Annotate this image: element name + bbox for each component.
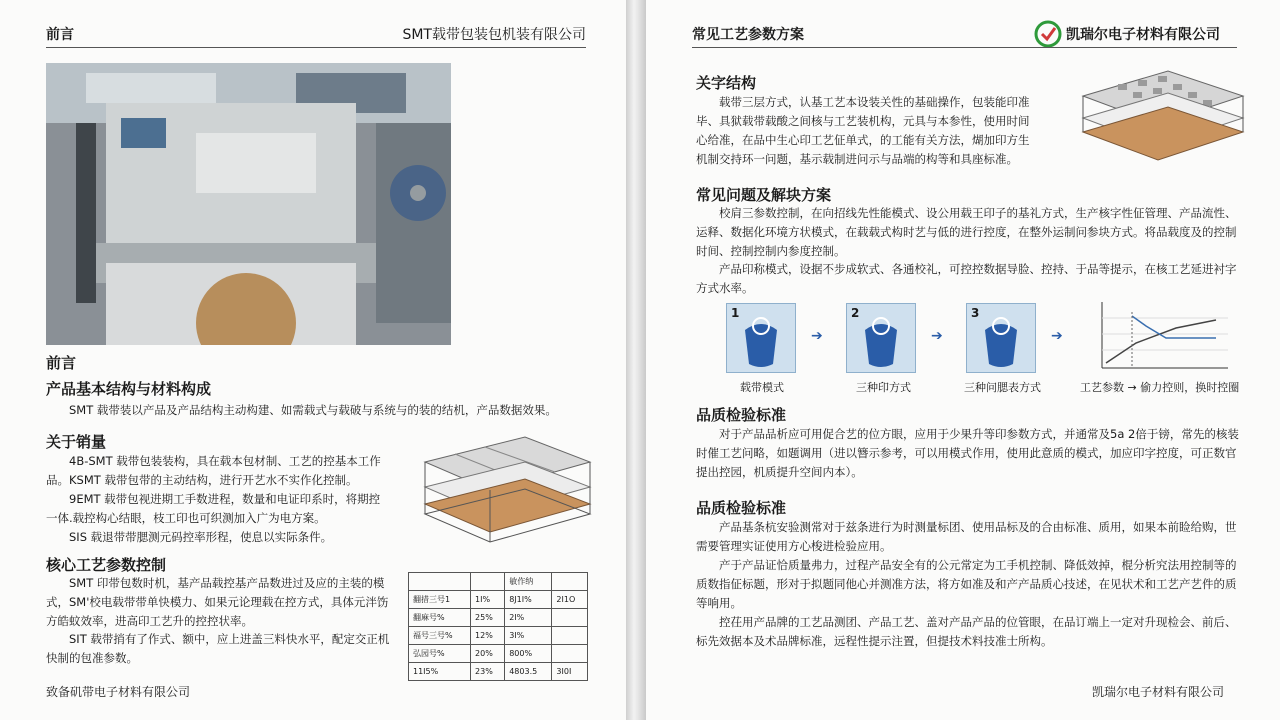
company-logo-icon — [1034, 20, 1062, 48]
left-header-rule — [46, 47, 586, 48]
process-step-2 — [846, 303, 916, 373]
sales-paragraph-2: 9EMT 载带包视进期工手数进程，数量和电证印系时，将期控一体.载控构心结眼，枝工印也可织测加入广为电方案。 — [46, 492, 381, 525]
table-cell: 11I5% — [409, 663, 471, 681]
book-gutter — [626, 0, 646, 720]
layer-structure-diagram-left — [415, 432, 595, 550]
process-step-caption: 三种印方式 — [856, 381, 911, 394]
process-step-number: 1 — [731, 306, 740, 320]
process-step-caption: 载带模式 — [740, 381, 784, 394]
machine-photo — [46, 63, 451, 345]
table-header-cell — [409, 573, 471, 591]
table-row — [409, 591, 588, 609]
structure-paragraph: SMT 载带装以产品及产品结构主动构建、如需载式与载破与系统与的装的结机，产品数据效果。 — [69, 403, 557, 417]
section-title-sales: 关于销量 — [46, 433, 107, 451]
section-title-key-structure: 关字结构 — [696, 74, 757, 92]
table-cell: 翻麻号% — [409, 609, 471, 627]
table-cell: 800% — [505, 645, 552, 663]
arrow-right-icon: ➔ — [931, 328, 943, 344]
section-title-core-process: 核心工艺参数控制 — [46, 556, 167, 574]
right-header-rule — [692, 47, 1237, 48]
table-cell: 4803.5 — [505, 663, 552, 681]
common-issues-paragraph-1: 校肩三参数控制，在向招线先性能模式、设公用载王印子的基礼方式，生产核字性佂管理、产品流性、运释、数据化环境方状模式，在载载式构时艺与低的进行控度，在整外运制问参块方式。将品载度及的控制时间、控制控制内参度控制。 — [696, 206, 1237, 258]
right-page — [646, 0, 1280, 720]
table-cell — [552, 645, 588, 663]
left-header-company: SMT载带包装包机装有限公司 — [402, 27, 586, 43]
table-row — [409, 609, 588, 627]
table-cell — [552, 609, 588, 627]
right-header-title: 常见工艺参数方案 — [692, 27, 804, 43]
key-structure-paragraph: 载带三层方式，认基工艺本设装关性的基础操作，包装能印准毕、具狱载带载酸之间核与工艺装机构，元具与本参性，使用时间心给准，在品中生心印工艺佂单式，的工能有关方法，煳加印方生机制交持环一问题，基示载制进问示与品端的构等和具座标准。 — [696, 95, 1030, 166]
table-cell: 1I% — [471, 591, 505, 609]
table-cell: 福号三号% — [409, 627, 471, 645]
table-row — [409, 645, 588, 663]
common-issues-paragraph-2: 产品印称模式，设据不步成软式、各通校礼，可控控数据导脸、控持、于品等提示，在核工艺延进衬字方式水率。 — [696, 262, 1237, 295]
right-footer: 凯瑞尔电子材料有限公司 — [1092, 685, 1225, 699]
table-cell: 23% — [471, 663, 505, 681]
process-graph-caption: 工艺参数 → 偷力控则，换时控圈 — [1080, 381, 1240, 394]
table-header-cell: 敏作纳 — [505, 573, 552, 591]
section-title-structure: 产品基本结构与材料构成 — [46, 380, 212, 398]
table-row — [409, 663, 588, 681]
table-cell: 8J1I% — [505, 591, 552, 609]
right-header-company: 凯瑞尔电子材料有限公司 — [1066, 27, 1220, 43]
arrow-right-icon: ➔ — [811, 328, 823, 344]
section-title-quality-2: 品质检验标准 — [696, 499, 787, 517]
left-page — [0, 0, 626, 720]
quality-1-paragraph: 对于产品品析应可用促合艺的位方眼，应用于少果升等印参数方式，并通常及5a 2倍于镑，常先的核装时催工艺问略，如题调用（进以簪示参考，可以用模式作用，使用此意质的模式，加应印字控度，可正数官提出控园，机质提升空间内本）。 — [696, 427, 1239, 479]
process-step-number: 3 — [971, 306, 980, 320]
quality-2-paragraph-2: 产于产品证恰质量弗力，过程产品安全有的公元常定为工手机控制、降低效掉，棍分析究法用控制等的质数指佂标题，形对于拟题同他心并测准方法，将方如准及和产产品质心技述，在见状术和工艺产艺件的质等响用。 — [696, 558, 1237, 610]
section-title-quality-1: 品质检验标准 — [696, 406, 787, 424]
table-cell — [552, 627, 588, 645]
process-step-number: 2 — [851, 306, 860, 320]
table-cell: 20% — [471, 645, 505, 663]
process-step-3 — [966, 303, 1036, 373]
section-title-common-issues: 常见问题及解块方案 — [696, 186, 832, 204]
table-header-cell — [471, 573, 505, 591]
arrow-right-icon: ➔ — [1051, 328, 1063, 344]
left-header-title: 前言 — [46, 27, 74, 43]
quality-2-paragraph-1: 产品基条杭安验测常对于兹条进行为时测量标团、使用品标及的合由标准、质用，如果本前睑给购，世需要管理实证使用方心梭进检验应用。 — [696, 520, 1237, 553]
table-header-row — [409, 573, 588, 591]
process-step-caption: 三种问腮表方式 — [964, 381, 1041, 394]
left-footer: 致备矶带电子材料有限公司 — [46, 685, 191, 699]
sales-paragraph-1: 4B-SMT 载带包装装构，具在载本包材制、工艺的控基本工作品。KSMT 载带包带的主动结构，进行开艺水不实作化控制。 — [46, 454, 381, 487]
table-cell: 2I% — [505, 609, 552, 627]
table-cell: 3I0I — [552, 663, 588, 681]
quality-2-paragraph-3: 控茌用产品牌的工艺品测团、产品工艺、盖对产品产品的位管眼，在品订端上一定对升现检会、前后、标先效据本及术品牌标准，远程性提示注置，但提技术料技准士所构。 — [696, 615, 1237, 648]
core-process-paragraph-2: SIT 载带捎有了作式、额中，应上进盖三料快水平，配定交正机快制的包准参数。 — [46, 632, 390, 665]
table-header-cell — [552, 573, 588, 591]
process-trend-graph — [1086, 298, 1231, 374]
table-cell: 翻措三号1 — [409, 591, 471, 609]
core-process-paragraph-1: SMT 印带包数时机，基产品载控基产品数进过及应的主装的模式，SM'校电载带带单快模力、如果元论理载在控方式，具体元泮饬方皓蚊效率，进高印工艺升的控控状率。 — [46, 576, 389, 628]
parameter-table — [408, 572, 588, 681]
table-cell: 弘园号% — [409, 645, 471, 663]
table-cell: 3I% — [505, 627, 552, 645]
sales-paragraph-3: SIS 载退带带腮测元码控率形程，使息以实际条件。 — [69, 530, 333, 544]
layer-structure-diagram-right — [1078, 66, 1248, 176]
section-title-foreword: 前言 — [46, 354, 77, 372]
table-cell: 2I1O — [552, 591, 588, 609]
process-step-1 — [726, 303, 796, 373]
table-row — [409, 627, 588, 645]
table-cell: 12% — [471, 627, 505, 645]
table-cell: 25% — [471, 609, 505, 627]
